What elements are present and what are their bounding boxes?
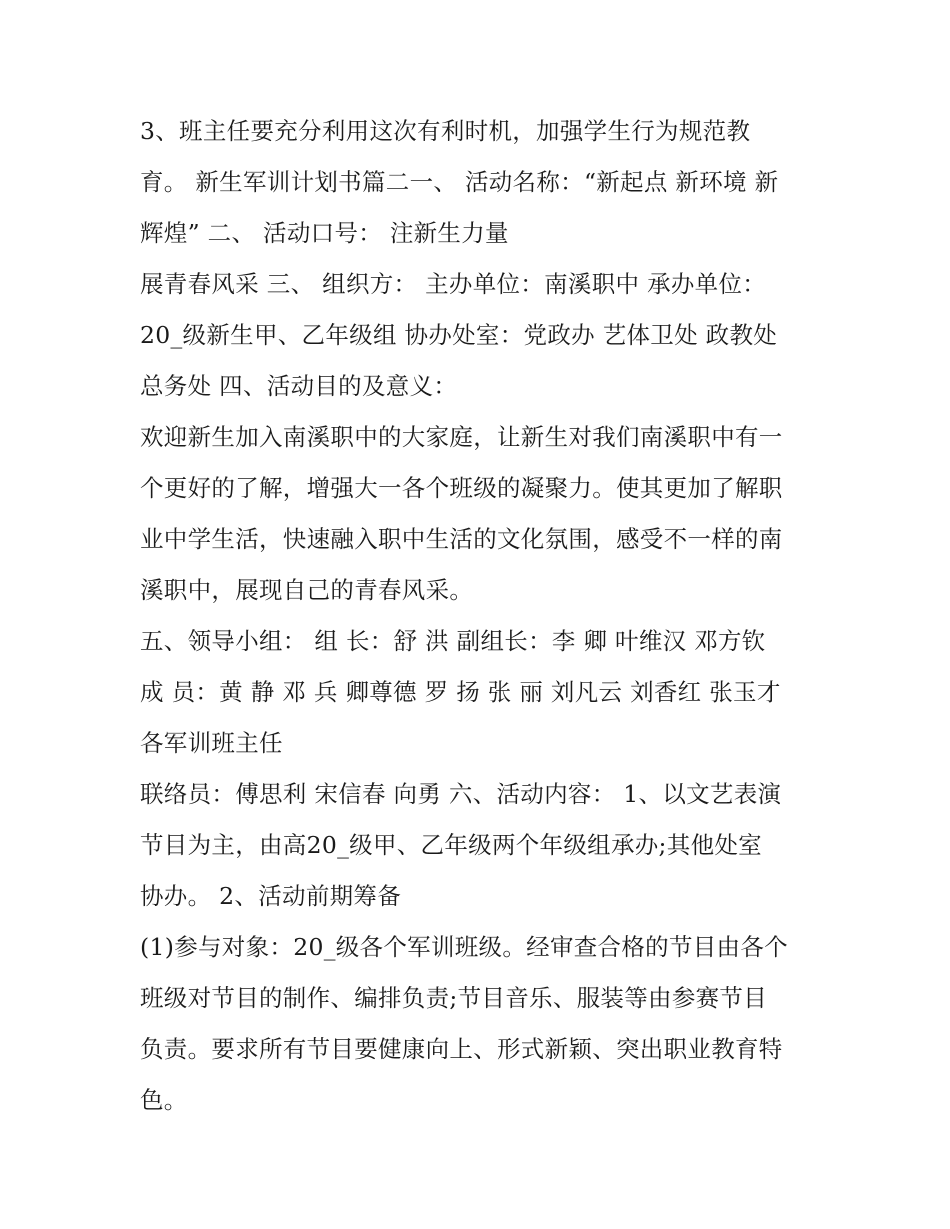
text-line: 欢迎新生加入南溪职中的大家庭，让新生对我们南溪职中有一 xyxy=(140,423,783,451)
text-line: (1)参与对象：20_级各个军训班级。经审查合格的节目由各个 xyxy=(140,933,788,961)
text-line: 总务处 四、活动目的及意义： xyxy=(140,372,458,400)
text-line: 个更好的了解，增强大一各个班级的凝聚力。使其更加了解职 xyxy=(140,474,783,502)
text-line: 展青春风采 三、 组织方： 主办单位：南溪职中 承办单位： xyxy=(140,270,767,298)
text-line: 20_级新生甲、乙年级组 协办处室：党政办 艺体卫处 政教处 xyxy=(140,321,778,349)
text-line: 联络员：傅思利 宋信春 向勇 六、活动内容： 1、以文艺表演 xyxy=(140,780,782,808)
text-line: 协办。 2、活动前期筹备 xyxy=(140,882,402,910)
text-line: 各军训班主任 xyxy=(140,729,283,757)
text-line: 节目为主，由高20_级甲、乙年级两个年级组承办;其他处室 xyxy=(140,831,762,859)
text-line: 业中学生活，快速融入职中生活的文化氛围，感受不一样的南 xyxy=(140,525,783,553)
text-line: 班级对节目的制作、编排负责;节目音乐、服装等由参赛节目 xyxy=(140,984,768,1012)
text-line: 色。 xyxy=(140,1086,188,1114)
text-line: 五、领导小组： 组 长：舒 洪 副组长：李 卿 叶维汉 邓方钦 xyxy=(140,627,766,655)
text-line: 负责。要求所有节目要健康向上、形式新颖、突出职业教育特 xyxy=(140,1035,783,1063)
text-line: 溪职中，展现自己的青春风采。 xyxy=(140,576,474,604)
document-body xyxy=(140,106,830,1126)
text-line: 成 员：黄 静 邓 兵 卿尊德 罗 扬 张 丽 刘凡云 刘香红 张玉才 xyxy=(140,678,781,706)
text-line: 3、班主任要充分利用这次有利时机，加强学生行为规范教 xyxy=(140,117,751,145)
text-line: 育。 新生军训计划书篇二一、 活动名称：“新起点 新环境 新 xyxy=(140,168,779,196)
text-line: 辉煌” 二、 活动口号： 注新生力量 xyxy=(140,219,509,247)
